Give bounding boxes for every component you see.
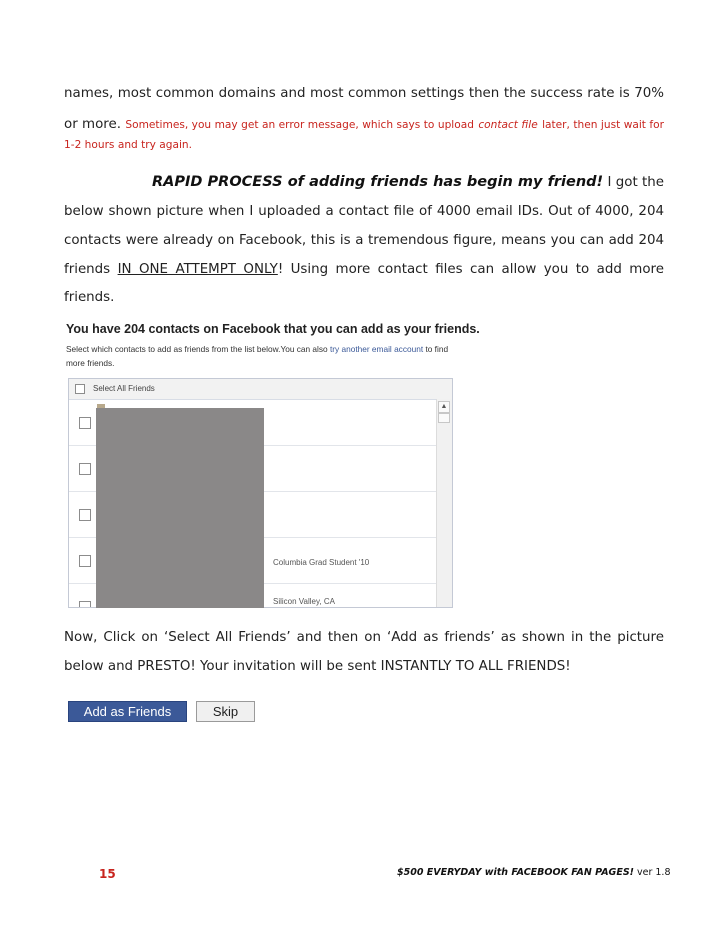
screenshot-title: You have 204 contacts on Facebook that you can add as your friends. (66, 322, 480, 336)
friend-info: Columbia Grad Student '10 (273, 558, 370, 567)
para2-line4-a: friends (64, 262, 111, 277)
para1-line2-black: or more. (64, 117, 121, 132)
para2-line2: below shown picture when I uploaded a contact file of 4000 email IDs. Out of 4000, 204 (64, 204, 664, 219)
select-all-header (69, 379, 452, 400)
select-all-label[interactable]: Select All Friends (93, 384, 155, 393)
rapid-process-heading: RAPID PROCESS of adding friends has begin my friend! (152, 174, 604, 190)
friend-checkbox[interactable] (79, 509, 91, 521)
para2-line4-b: ! Using more contact files can allow you to add more (277, 262, 664, 277)
para1-line2 (64, 117, 664, 132)
footer-title: $500 EVERYDAY with FACEBOOK FAN PAGES! (397, 867, 635, 878)
para2-line3: contacts were already on Facebook, this is a tremendous figure, means you can add 204 (64, 233, 664, 248)
friend-checkbox[interactable] (79, 417, 91, 429)
friend-info: Silicon Valley, CA (273, 597, 335, 606)
para1-line1: names, most common domains and most common settings then the success rate is 70% (64, 86, 664, 101)
para2-line5: friends. (64, 290, 115, 305)
para1-line2-red: Sometimes, you may get an error message, which says to upload (125, 119, 474, 131)
footer-version: ver 1.8 (637, 867, 671, 878)
para2-line1-tail: I got the (607, 175, 664, 190)
screenshot-description (66, 342, 452, 370)
skip-button[interactable]: Skip (196, 701, 255, 722)
try-another-email-link[interactable]: try another email account (329, 344, 424, 354)
one-attempt-only: IN ONE ATTEMPT ONLY (117, 262, 278, 277)
desc-text: Select which contacts to add as friends from the list below.You can also (66, 344, 328, 354)
para2-line1 (152, 174, 664, 190)
redacted-area (96, 408, 264, 608)
select-all-checkbox[interactable] (75, 384, 85, 394)
desc-tail: to find more friends. (66, 344, 449, 368)
page-number: 15 (99, 867, 116, 881)
friend-checkbox[interactable] (79, 555, 91, 567)
add-as-friends-button[interactable]: Add as Friends (68, 701, 187, 722)
para1-line2-red-tail: later, then just wait for (542, 119, 664, 131)
friend-checkbox[interactable] (79, 463, 91, 475)
para1-contact-file: contact file (478, 119, 538, 131)
para1-line3: 1-2 hours and try again. (64, 139, 192, 151)
para2-line4 (64, 262, 664, 277)
para3-line2: below and PRESTO! Your invitation will be sent INSTANTLY TO ALL FRIENDS! (64, 659, 571, 674)
scroll-up-icon[interactable]: ▲ (438, 401, 450, 413)
scroll-thumb[interactable] (438, 413, 450, 423)
friend-checkbox[interactable] (79, 601, 91, 608)
para3-line1: Now, Click on ‘Select All Friends’ and then on ‘Add as friends’ as shown in the picture (64, 630, 664, 645)
list-scrollbar[interactable] (436, 399, 452, 607)
